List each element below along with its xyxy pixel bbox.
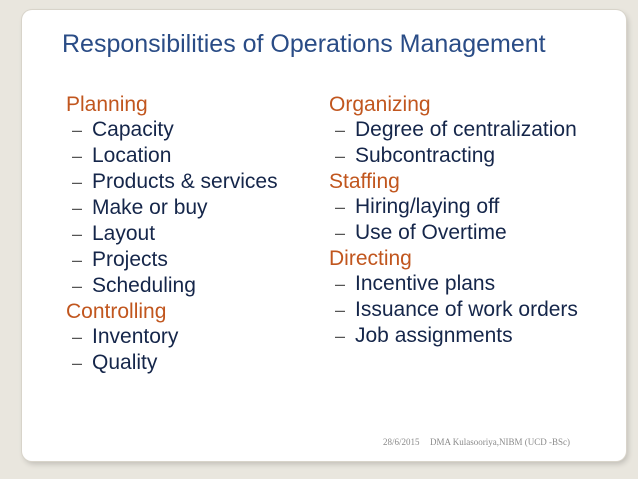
- item-label: Scheduling: [92, 274, 196, 297]
- list-item: [329, 117, 578, 143]
- dash-bullet: –: [335, 300, 346, 320]
- list-item: [66, 195, 278, 221]
- item-label: Issuance of work orders: [355, 298, 578, 321]
- dash-bullet: –: [335, 146, 346, 166]
- item-label: Degree of centralization: [355, 118, 577, 141]
- list-item: [66, 143, 278, 169]
- list-item: [66, 350, 278, 376]
- item-label: Capacity: [92, 118, 174, 141]
- dash-bullet: –: [335, 197, 346, 217]
- item-label: Projects: [92, 248, 168, 271]
- list-item: [329, 143, 578, 169]
- list-item: [329, 323, 578, 349]
- item-label: Job assignments: [355, 324, 513, 347]
- footer-date: 28/6/2015: [383, 437, 420, 447]
- item-label: Use of Overtime: [355, 221, 507, 244]
- heading-organizing: Organizing: [329, 93, 431, 116]
- list-item: [329, 271, 578, 297]
- item-label: Layout: [92, 222, 156, 245]
- item-label: Make or buy: [92, 196, 208, 219]
- item-label: Hiring/laying off: [355, 195, 500, 218]
- left-column: [66, 92, 278, 376]
- dash-bullet: –: [72, 172, 83, 192]
- dash-bullet: –: [72, 120, 83, 140]
- dash-bullet: –: [72, 327, 83, 347]
- list-item: [329, 194, 578, 220]
- item-label: Incentive plans: [355, 272, 496, 295]
- list-item: [66, 221, 278, 247]
- list-item: [66, 247, 278, 273]
- list-item: [66, 169, 278, 195]
- item-label: Products & services: [92, 170, 278, 193]
- right-column: [329, 92, 578, 349]
- slide-title: Responsibilities of Operations Management: [62, 30, 546, 58]
- item-label: Quality: [92, 351, 158, 374]
- dash-bullet: –: [72, 250, 83, 270]
- list-item: [66, 117, 278, 143]
- dash-bullet: –: [335, 120, 346, 140]
- heading-planning: Planning: [66, 93, 148, 116]
- dash-bullet: –: [72, 224, 83, 244]
- list-item: [329, 220, 578, 246]
- heading-controlling: Controlling: [66, 300, 167, 323]
- dash-bullet: –: [335, 326, 346, 346]
- item-label: Subcontracting: [355, 144, 496, 167]
- dash-bullet: –: [335, 223, 346, 243]
- list-item: [66, 324, 278, 350]
- heading-directing: Directing: [329, 247, 412, 270]
- list-item: [66, 273, 278, 299]
- dash-bullet: –: [72, 146, 83, 166]
- dash-bullet: –: [72, 198, 83, 218]
- item-label: Location: [92, 144, 172, 167]
- list-item: [329, 297, 578, 323]
- dash-bullet: –: [72, 353, 83, 373]
- footer-author: DMA Kulasooriya,NIBM (UCD -BSc): [430, 437, 570, 447]
- dash-bullet: –: [72, 276, 83, 296]
- dash-bullet: –: [335, 274, 346, 294]
- item-label: Inventory: [92, 325, 179, 348]
- heading-staffing: Staffing: [329, 170, 400, 193]
